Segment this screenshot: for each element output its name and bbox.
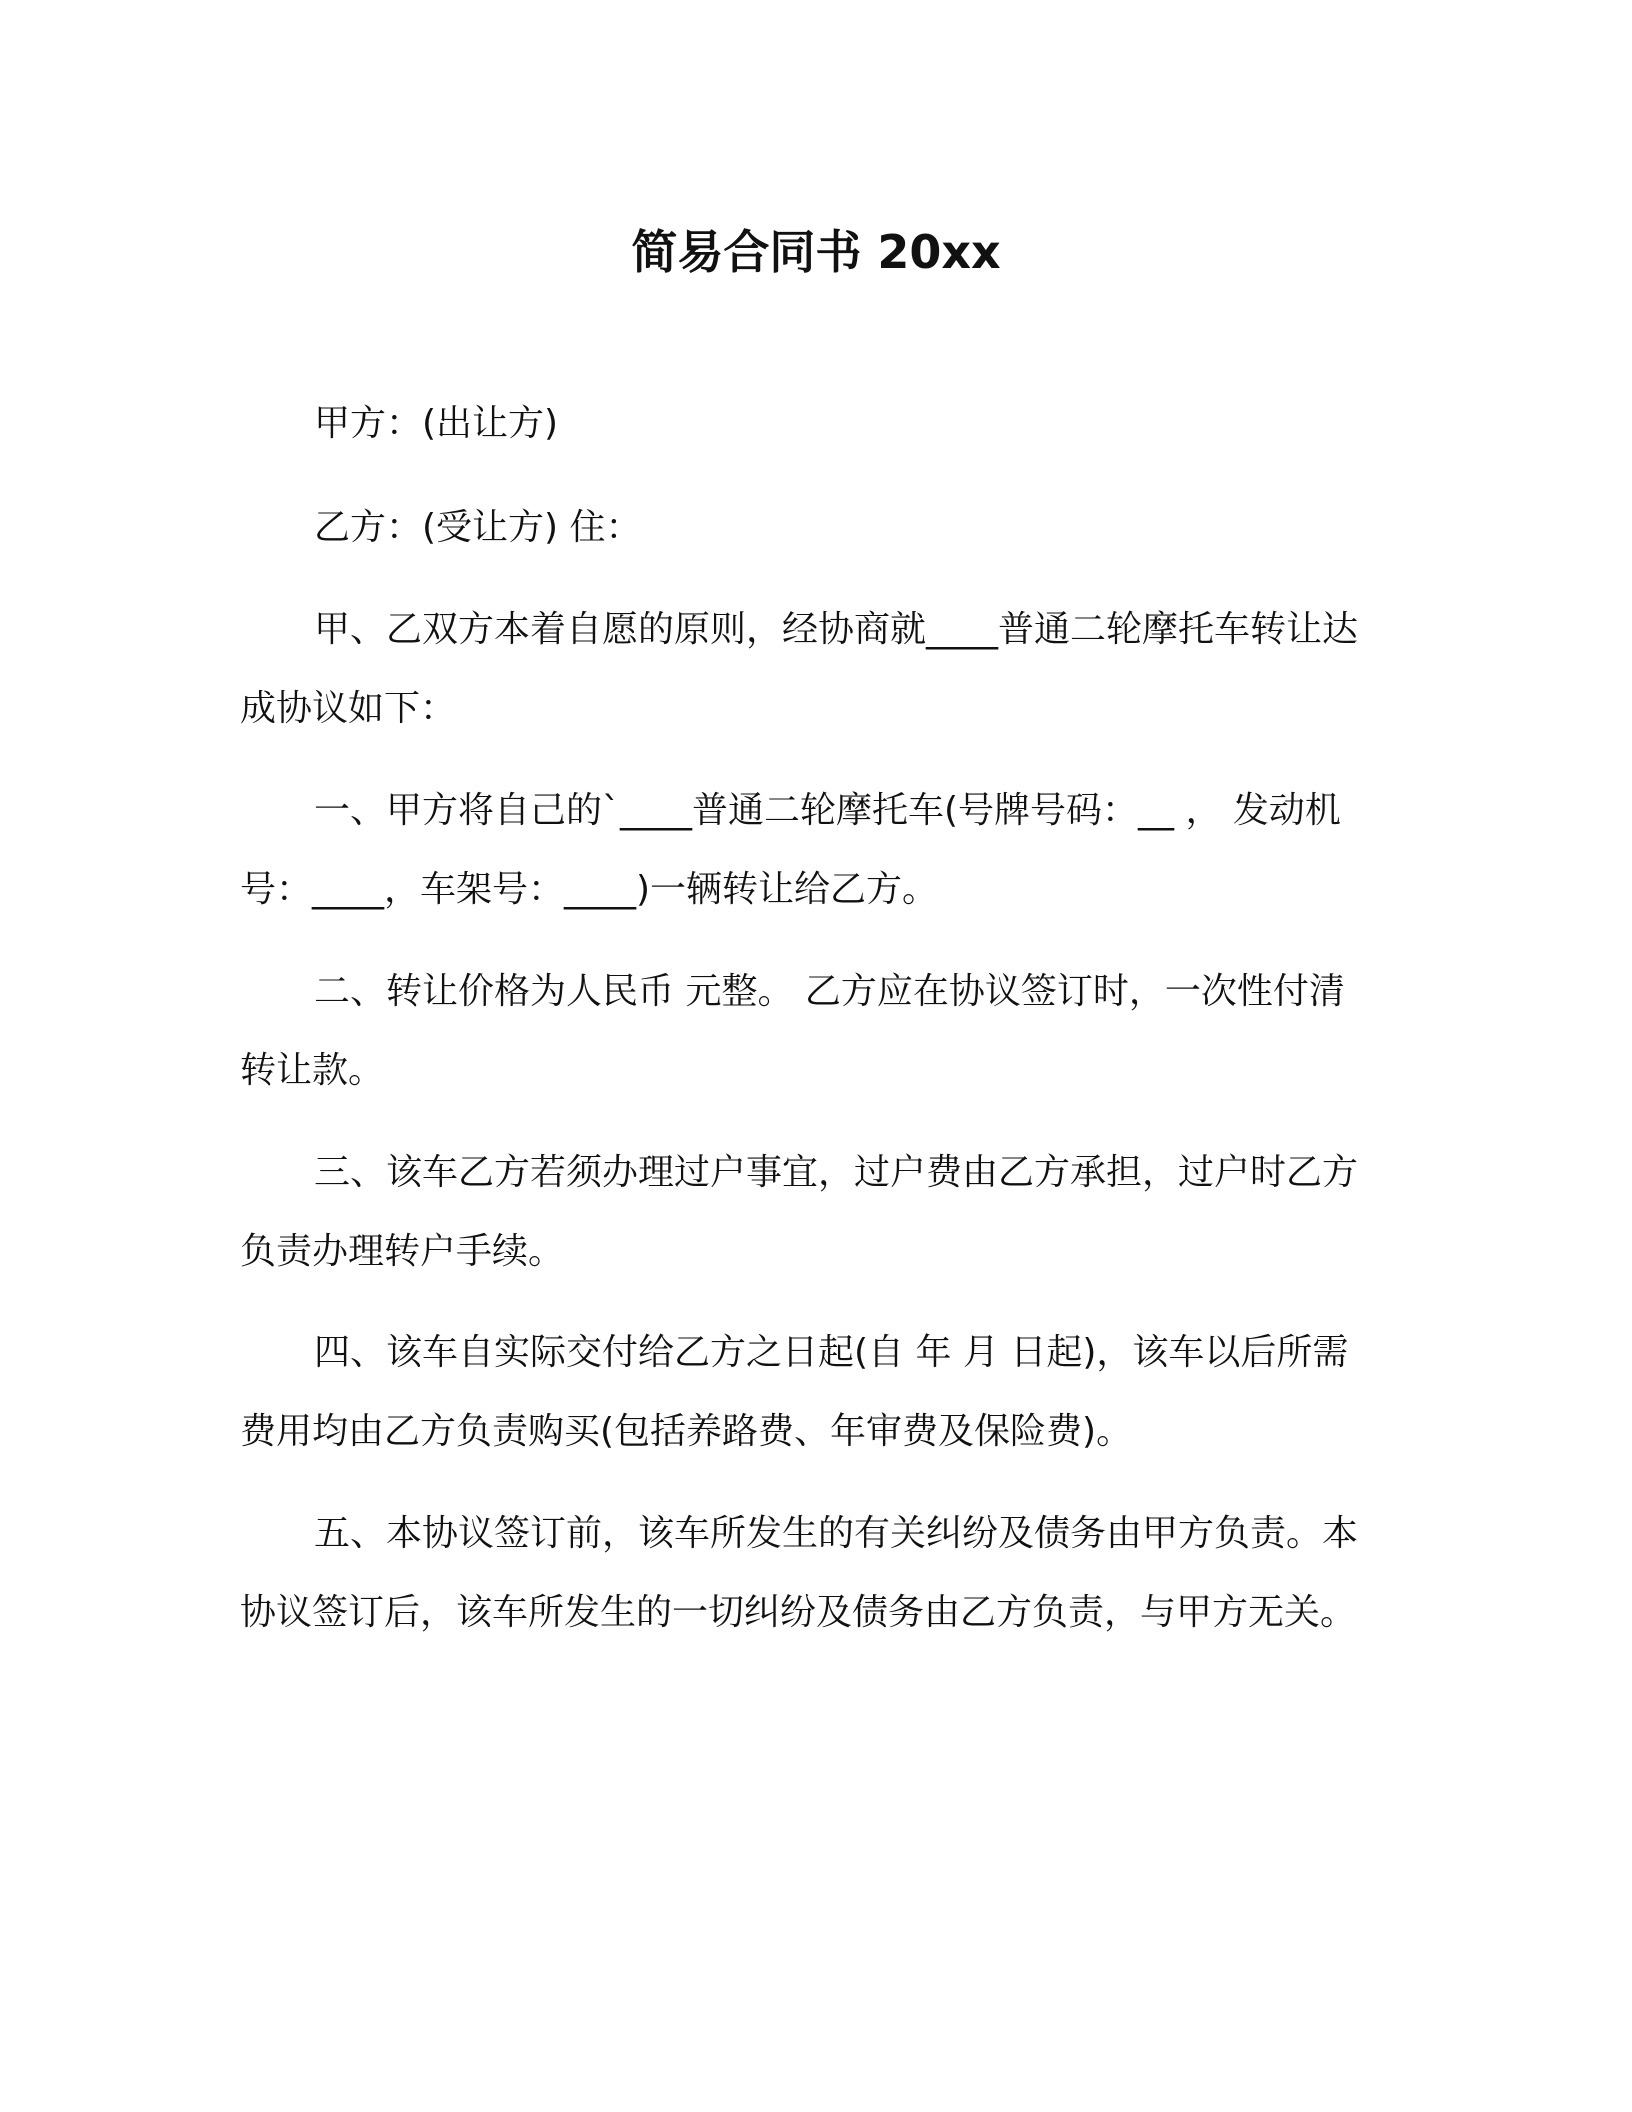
clause-4: 四、该车自实际交付给乙方之日起(自 年 月 日起)，该车以后所需费用均由乙方负责购买(包括养路费、年审费及保险费)。 <box>240 1332 1349 1452</box>
clause-3: 三、该车乙方若须办理过户事宜，过户费由乙方承担，过户时乙方负责办理转户手续。 <box>240 1152 1359 1272</box>
clause-5: 五、本协议签订前，该车所发生的有关纠纷及债务由甲方负责。本协议签订后，该车所发生的一切纠纷及债务由乙方负责，与甲方无关。 <box>240 1513 1359 1633</box>
clause-2: 二、转让价格为人民币 元整。 乙方应在协议签订时，一次性付清转让款。 <box>240 971 1345 1091</box>
document-title: 简易合同书 20xx <box>631 225 1001 279</box>
clause-1: 一、甲方将自己的`____普通二轮摩托车(号牌号码：__ ， 发动机号：____，车架号：____)一辆转让给乙方。 <box>240 790 1341 910</box>
intro-paragraph: 甲、乙双方本着自愿的原则，经协商就____普通二轮摩托车转让达成协议如下： <box>240 609 1359 729</box>
party-a-line: 甲方：(出让方) <box>314 403 559 444</box>
party-b-line: 乙方：(受让方) 住： <box>314 507 642 548</box>
